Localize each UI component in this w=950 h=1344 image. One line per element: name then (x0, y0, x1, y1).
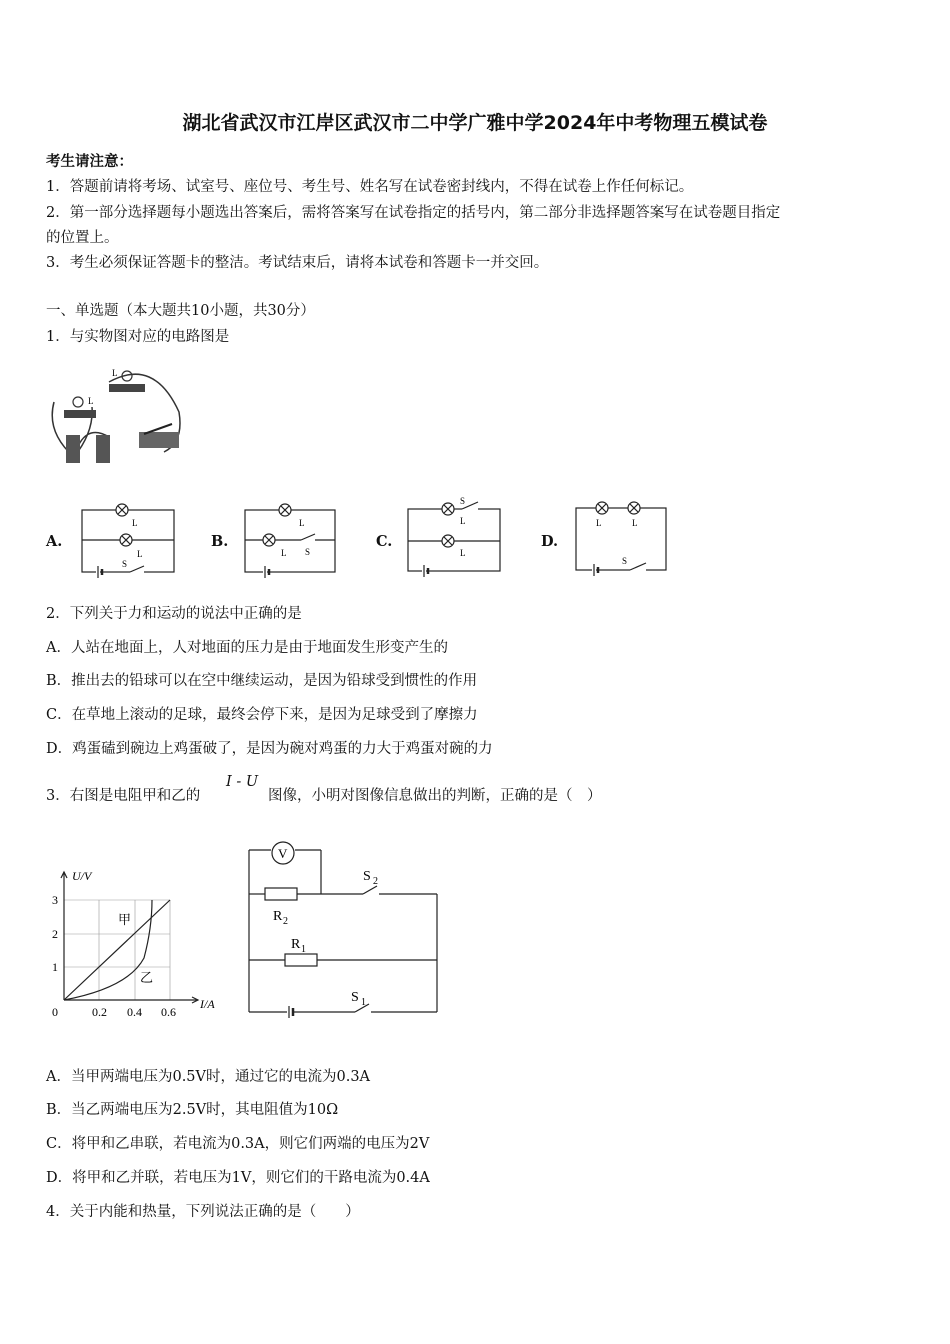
x-tick: 0.2 (92, 1005, 107, 1019)
q1-option-b: B. (211, 533, 229, 550)
q3-stem-cont: 图像，小明对图像信息做出的判断，正确的是（ ） (268, 788, 602, 804)
q2-option: C．在草地上滚动的足球，最终会停下来，是因为足球受到了摩擦力 (46, 707, 478, 723)
page-title: 湖北省武汉市江岸区武汉市二中学广雅中学2024年中考物理五模试卷 (182, 112, 768, 134)
r1-label: R (291, 937, 301, 952)
curve-label-yi: 乙 (140, 970, 154, 985)
q3-option: D．将甲和乙并联，若电压为1V，则它们的干路电流为0.4A (46, 1170, 430, 1186)
x-tick: 0.6 (161, 1005, 176, 1019)
l2-label: L (137, 549, 143, 559)
switch-label: S (460, 496, 466, 506)
notice-item: 2．第一部分选择题每小题选出答案后，需将答案写在试卷指定的括号内，第二部分非选择题答案写在试卷题目指定 (46, 205, 781, 221)
q1-physical-circuit-picture (44, 362, 194, 472)
q1-option-d: D. (541, 533, 559, 550)
y-tick: 2 (52, 927, 58, 941)
notice-item: 1．答题前请将考场、试室号、座位号、考生号、姓名写在试卷密封线内，不得在试卷上作任何标记。 (46, 179, 694, 195)
l2-label: L (460, 548, 466, 558)
s1-subscript: 1 (361, 997, 366, 1008)
q1-option-d-circuit (576, 496, 672, 576)
q1-option-b-circuit (245, 500, 341, 575)
l2-label: L (632, 518, 638, 528)
y-tick: 1 (52, 960, 58, 974)
switch-label: S (622, 556, 628, 566)
q2-option: B．推出去的铅球可以在空中继续运动，是因为铅球受到惯性的作用 (46, 673, 478, 689)
l1-label: L (596, 518, 602, 528)
q3-stem: 3．右图是电阻甲和乙的 (46, 788, 201, 804)
switch-label: S (122, 559, 128, 569)
q3-formula: I - U (226, 774, 259, 790)
q2-stem: 2．下列关于力和运动的说法中正确的是 (46, 606, 302, 622)
x-axis-label: I/A (200, 997, 215, 1011)
s1-label: S (351, 990, 359, 1005)
q4-stem: 4．关于内能和热量，下列说法正确的是（ ） (46, 1204, 360, 1220)
q1-option-a: A. (46, 533, 63, 550)
voltmeter-label: V (278, 846, 288, 861)
y-tick: 3 (52, 893, 58, 907)
switch-label: S (305, 547, 311, 557)
q1-option-c-circuit (408, 497, 504, 575)
q1-option-c: C. (376, 533, 393, 550)
section-heading: 一、单选题（本大题共10小题，共30分） (46, 303, 315, 319)
origin-label: 0 (52, 1005, 58, 1019)
r1-subscript: 1 (301, 944, 306, 955)
l1-label: L (299, 518, 305, 528)
r2-subscript: 2 (283, 916, 288, 927)
l2-label: L (88, 396, 94, 406)
q2-option: A．人站在地面上，人对地面的压力是由于地面发生形变产生的 (46, 640, 448, 656)
curve-label-jia: 甲 (118, 912, 132, 927)
x-tick: 0.4 (127, 1005, 142, 1019)
l1-label: L (132, 518, 138, 528)
notice-item: 3．考生必须保证答题卡的整洁。考试结束后，请将本试卷和答题卡一并交回。 (46, 255, 549, 271)
q1-stem: 1．与实物图对应的电路图是 (46, 329, 230, 345)
s2-subscript: 2 (373, 876, 378, 887)
q3-option: C．将甲和乙串联，若电流为0.3A，则它们两端的电压为2V (46, 1136, 430, 1152)
y-axis-label: U/V (72, 869, 92, 883)
q3-option: A．当甲两端电压为0.5V时，通过它的电流为0.3A (46, 1069, 371, 1085)
q1-option-a-circuit (82, 500, 178, 575)
q3-circuit-diagram (245, 838, 445, 1018)
notice-heading: 考生请注意： (46, 153, 133, 170)
l2-label: L (281, 548, 287, 558)
q3-iu-graph (48, 868, 228, 1020)
q2-option: D．鸡蛋磕到碗边上鸡蛋破了，是因为碗对鸡蛋的力大于鸡蛋对碗的力 (46, 741, 493, 757)
l1-label: L (460, 516, 466, 526)
notice-item: 的位置上。 (46, 230, 119, 246)
s2-label: S (363, 869, 371, 884)
r2-label: R (273, 909, 283, 924)
l1-label: L (112, 368, 118, 378)
q3-option: B．当乙两端电压为2.5V时，其电阻值为10Ω (46, 1102, 339, 1118)
